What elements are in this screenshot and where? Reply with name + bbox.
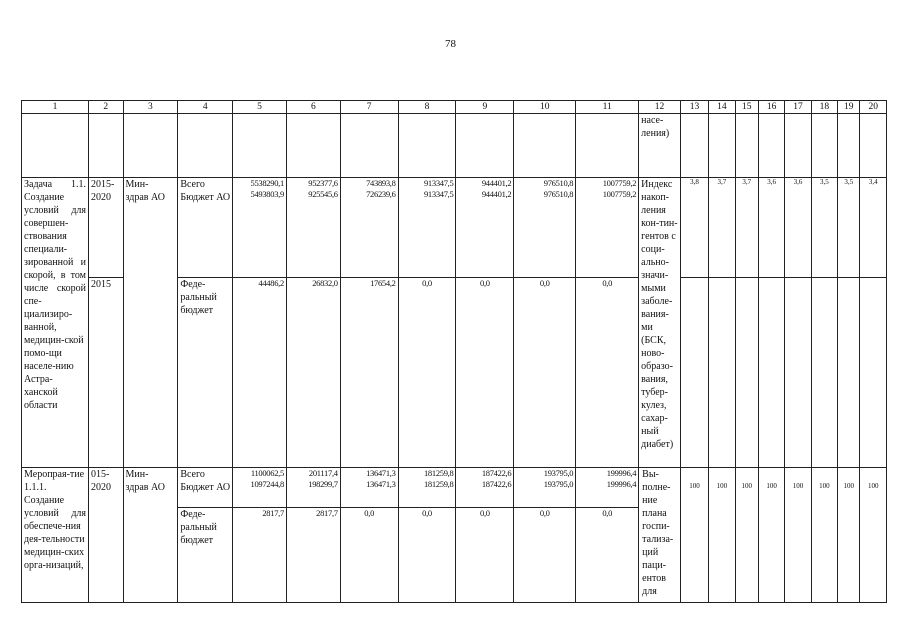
continuation-indicator: насе- ления) [639, 114, 681, 178]
header-cell: 14 [709, 101, 735, 114]
task-name: Задача 1.1. Создание условий для совершен-ствования специали-зированной и скорой, в том числе скорой спе-циализиро-ванной, медицин-ской помо-щи населе-нию Астра-ханской области [22, 178, 89, 468]
target-cell: 3,5 [838, 178, 860, 278]
value-cell: 944401,2 [481, 189, 512, 200]
header-cell: 1 [22, 101, 89, 114]
value-cell: 0,0 [340, 508, 398, 603]
header-cell: 19 [838, 101, 860, 114]
value-cell: 201117,4 [308, 468, 338, 479]
header-cell: 5 [233, 101, 287, 114]
value-cell: 0,0 [576, 278, 639, 468]
value-cell: 925545,6 [308, 189, 338, 200]
value-cell: 199996,4 [606, 479, 637, 490]
header-cell: 13 [680, 101, 708, 114]
target-cell: 3,6 [758, 178, 784, 278]
value-cell: 976510,8 [543, 189, 574, 200]
target-cell: 100 [860, 468, 887, 603]
target-cell: 3,5 [811, 178, 837, 278]
header-cell: 2 [89, 101, 124, 114]
header-cell: 3 [123, 101, 178, 114]
header-cell: 18 [811, 101, 837, 114]
funding-source: Всего [180, 179, 205, 191]
header-cell: 12 [639, 101, 681, 114]
value-cell: 1097244,8 [250, 479, 284, 490]
funding-source: Феде- ральный бюджет [178, 278, 233, 468]
target-cell: 100 [709, 468, 735, 603]
header-cell: 10 [514, 101, 576, 114]
value-cell: 0,0 [576, 508, 639, 603]
target-cell: 3,8 [680, 178, 708, 278]
task-period: 2015- 2020 [89, 178, 124, 278]
value-cell: 0,0 [514, 508, 576, 603]
continuation-row [22, 114, 887, 178]
value-cell: 181259,8 [423, 479, 454, 490]
header-cell: 7 [340, 101, 398, 114]
target-cell: 100 [785, 468, 811, 603]
header-row [22, 101, 887, 114]
header-cell: 16 [758, 101, 784, 114]
target-cell: 3,7 [709, 178, 735, 278]
value-cell: 1007759,2 [602, 178, 637, 189]
measure-name: Меропрая-тие 1.1.1. Создание условий для обеспече-ния дея-тельности медицин-ских орга-низаций, [22, 468, 89, 603]
page-number: 78 [445, 38, 456, 50]
value-cell: 2817,7 [233, 508, 287, 603]
value-cell: 193795,0 [543, 468, 574, 479]
value-cell: 44486,2 [233, 278, 287, 468]
value-cell: 193795,0 [543, 479, 574, 490]
task-row [22, 178, 887, 278]
value-cell: 0,0 [398, 508, 456, 603]
task-executor: Мин- здрав АО [123, 178, 178, 468]
value-cell: 743893,8 [366, 178, 396, 189]
target-cell: 100 [735, 468, 758, 603]
value-cell: 976510,8 [543, 178, 574, 189]
measure-indicator: Вы- полне- ние плана госпи- тализа- ций паци- ентов для [639, 468, 681, 603]
header-cell: 11 [576, 101, 639, 114]
value-cell: 181259,8 [423, 468, 454, 479]
value-cell: 944401,2 [481, 178, 512, 189]
value-cell: 952377,6 [308, 178, 338, 189]
value-cell: 0,0 [514, 278, 576, 468]
target-cell: 100 [811, 468, 837, 603]
target-cell: 3,6 [785, 178, 811, 278]
task-period: 2015 [89, 278, 124, 468]
value-cell: 0,0 [398, 278, 456, 468]
header-cell: 20 [860, 101, 887, 114]
value-cell: 913347,5 [423, 189, 454, 200]
target-cell: 100 [680, 468, 708, 603]
value-cell: 17654,2 [340, 278, 398, 468]
header-cell: 17 [785, 101, 811, 114]
target-cell: 3,4 [860, 178, 887, 278]
measure-executor: Мин- здрав АО [123, 468, 178, 603]
value-cell: 5538290,1 [250, 178, 284, 189]
target-cell: 3,7 [735, 178, 758, 278]
measure-row [22, 468, 887, 508]
value-cell: 199996,4 [606, 468, 637, 479]
target-cell: 100 [758, 468, 784, 603]
funding-source: Феде- ральный бюджет [178, 508, 233, 603]
value-cell: 0,0 [456, 508, 514, 603]
value-cell: 26832,0 [286, 278, 340, 468]
measure-period: 015- 2020 [89, 468, 124, 603]
value-cell: 136471,3 [366, 468, 396, 479]
header-cell: 8 [398, 101, 456, 114]
value-cell: 187422,6 [481, 479, 512, 490]
value-cell: 2817,7 [286, 508, 340, 603]
header-cell: 4 [178, 101, 233, 114]
header-cell: 15 [735, 101, 758, 114]
value-cell: 913347,5 [423, 178, 454, 189]
value-cell: 136471,3 [366, 479, 396, 490]
value-cell: 5493803,9 [250, 189, 284, 200]
funding-source: Бюджет АО [180, 192, 231, 204]
value-cell: 198299,7 [308, 479, 338, 490]
value-cell: 187422,6 [481, 468, 512, 479]
target-cell: 100 [838, 468, 860, 603]
header-cell: 9 [456, 101, 514, 114]
task-indicator: Индекс накоп-ления кон-тин-гентов с соци-ально-значи-мыми заболе-вания-ми (БСК, ново-образо-вания, тубер-кулез, сахар-ный диабет) [639, 178, 681, 468]
value-cell: 1007759,2 [602, 189, 637, 200]
value-cell: 0,0 [456, 278, 514, 468]
funding-source: Бюджет АО [180, 482, 231, 494]
budget-table [21, 100, 887, 603]
value-cell: 1100062,5 [250, 468, 284, 479]
funding-source: Всего [180, 469, 205, 481]
value-cell: 726239,6 [366, 189, 396, 200]
header-cell: 6 [286, 101, 340, 114]
